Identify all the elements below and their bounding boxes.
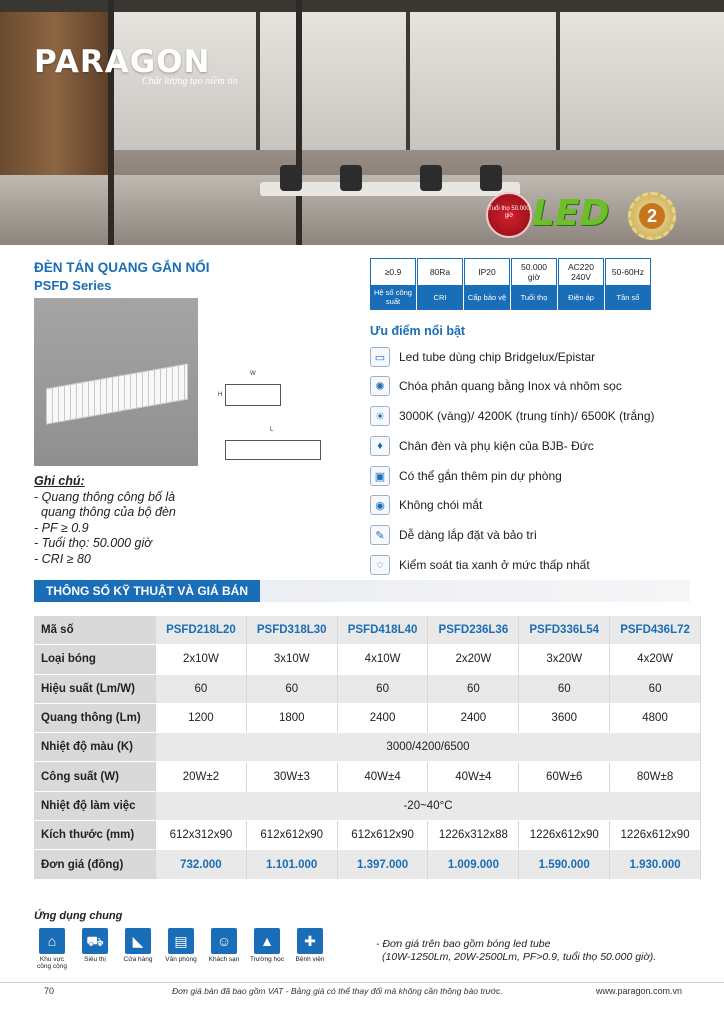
spec-value: 80Ra — [429, 267, 451, 277]
table-cell: 40W±4 — [428, 762, 519, 791]
eye-icon: ◉ — [370, 495, 390, 515]
workspace-icon: ⌂ — [39, 928, 65, 954]
price-cell: 732.000 — [156, 850, 247, 879]
warranty-years: 2 — [639, 203, 665, 229]
spec-value: IP20 — [478, 267, 496, 277]
spec-value: AC220 240V — [568, 262, 594, 282]
product-photo — [34, 298, 198, 466]
row-header: Quang thông (Lm) — [34, 704, 156, 733]
spec-box — [464, 258, 510, 310]
advantage-text: Chóa phản quang bằng Inox và nhôm sọc — [399, 379, 622, 393]
dim-label-h: H — [218, 392, 223, 398]
price-cell: 1.397.000 — [338, 850, 429, 879]
row-header: Mã số — [34, 616, 156, 645]
advantage-text: Led tube dùng chip Bridgelux/Epistar — [399, 350, 596, 364]
application-item — [75, 928, 115, 963]
spec-label: Điện áp — [559, 285, 603, 309]
table-cell: 60 — [610, 675, 701, 704]
application-label: Cửa hàng — [123, 956, 153, 963]
table-cell: 1226x312x88 — [428, 821, 519, 850]
blue-light-icon: ◌ — [370, 555, 390, 575]
table-cell: 4x20W — [610, 645, 701, 674]
advantage-item — [370, 435, 710, 457]
receptionist-icon: ☺ — [211, 928, 237, 954]
advantage-item — [370, 465, 710, 487]
model-code: PSFD336L54 — [519, 616, 610, 645]
window-pane — [560, 0, 724, 150]
spec-label: CRI — [418, 285, 462, 309]
spec-label: Hệ số công suất — [371, 285, 415, 309]
model-code: PSFD318L30 — [247, 616, 338, 645]
application-item — [32, 928, 72, 970]
row-header: Nhiệt độ làm việc — [34, 792, 156, 821]
table-row — [34, 675, 701, 704]
spec-value: 50.000 giờ — [521, 262, 547, 282]
table-cell: 60 — [519, 675, 610, 704]
table-cell: 60 — [428, 675, 519, 704]
table-row — [34, 792, 701, 821]
advantage-text: 3000K (vàng)/ 4200K (trung tính)/ 6500K (trắng) — [399, 409, 655, 423]
table-cell: 3x20W — [519, 645, 610, 674]
table-cell: 80W±8 — [610, 762, 701, 791]
led-tube-icon: ▭ — [370, 347, 390, 367]
chair — [280, 165, 302, 191]
spec-box — [370, 258, 416, 310]
spec-box — [558, 258, 604, 310]
cart-icon: ⛟ — [82, 928, 108, 954]
dimension-drawing-front — [225, 384, 281, 406]
table-row — [34, 645, 701, 674]
advantage-text: Kiểm soát tia xanh ở mức thấp nhất — [399, 558, 590, 572]
note-line: - Quang thông công bố là — [34, 489, 176, 504]
application-label: Bệnh viện — [295, 956, 325, 963]
shoe-icon: ◣ — [125, 928, 151, 954]
table-cell: 60 — [338, 675, 429, 704]
spec-box — [605, 258, 651, 310]
computer-icon: ▤ — [168, 928, 194, 954]
advantage-item — [370, 524, 710, 546]
table-cell: 1800 — [247, 704, 338, 733]
application-item — [247, 928, 287, 963]
price-footnote — [376, 938, 656, 964]
footnote-line: (10W-1250Lm, 20W-2500Lm, PF>0.9, tuổi thọ 50.000 giờ). — [382, 951, 657, 963]
glass-frame — [108, 0, 114, 245]
advantage-text: Không chói mắt — [399, 498, 483, 512]
model-code: PSFD236L36 — [428, 616, 519, 645]
application-label: Văn phòng — [165, 956, 197, 963]
row-header: Công suất (W) — [34, 762, 156, 791]
model-code: PSFD218L20 — [156, 616, 247, 645]
row-header: Đơn giá (đồng) — [34, 850, 156, 879]
note-line: quang thông của bộ đèn — [41, 505, 176, 519]
row-header: Hiệu suất (Lm/W) — [34, 675, 156, 704]
product-title: ĐÈN TÁN QUANG GẮN NỔI — [34, 260, 210, 275]
notes-heading: Ghi chú: — [34, 474, 85, 488]
warranty-badge — [628, 192, 676, 240]
spec-value: ≥0.9 — [384, 267, 402, 277]
spec-label: Cấp bảo vệ — [465, 285, 509, 309]
graduation-icon: ▲ — [254, 928, 280, 954]
application-item — [204, 928, 244, 963]
dim-label-w: W — [250, 371, 256, 377]
advantage-text: Dễ dàng lắp đặt và bảo trì — [399, 528, 538, 542]
table-cell-merged: 3000/4200/6500 — [156, 733, 701, 762]
price-cell: 1.101.000 — [247, 850, 338, 879]
application-label: Khách sạn — [208, 956, 240, 963]
table-cell-merged: -20~40°C — [156, 792, 701, 821]
dimension-drawing-side — [225, 440, 321, 460]
row-header: Nhiệt độ màu (K) — [34, 733, 156, 762]
chair — [480, 165, 502, 191]
table-cell: 40W±4 — [338, 762, 429, 791]
brand-logo: PARAGON — [34, 44, 211, 80]
table-row — [34, 704, 701, 733]
spec-price-table — [34, 616, 701, 880]
advantages-title: Ưu điểm nổi bật — [370, 324, 466, 338]
footnote-line: - Đơn giá trên bao gồm bóng led tube — [376, 938, 551, 950]
table-cell: 4x10W — [338, 645, 429, 674]
product-series: PSFD Series — [34, 278, 112, 293]
table-cell: 2400 — [428, 704, 519, 733]
row-header: Kích thước (mm) — [34, 821, 156, 850]
table-cell: 60 — [247, 675, 338, 704]
led-logo: LED — [532, 193, 610, 234]
application-label: Trường học — [249, 956, 285, 963]
table-row — [34, 762, 701, 791]
glass-frame — [296, 0, 302, 245]
table-row — [34, 616, 701, 645]
hero-banner — [0, 0, 724, 245]
application-item — [161, 928, 201, 963]
table-cell: 612x312x90 — [156, 821, 247, 850]
price-cell: 1.009.000 — [428, 850, 519, 879]
advantage-item — [370, 375, 710, 397]
note-line: - PF ≥ 0.9 — [34, 520, 89, 535]
spec-boxes — [370, 258, 652, 310]
lifetime-badge: Tuổi thọ 50.000 giờ — [486, 192, 532, 238]
row-header: Loại bóng — [34, 645, 156, 674]
brand-slogan: Chất lượng tạo niềm tin — [142, 76, 238, 87]
spec-value: 50-60Hz — [611, 267, 645, 277]
chair — [340, 165, 362, 191]
model-code: PSFD436L72 — [610, 616, 701, 645]
table-cell: 1226x612x90 — [519, 821, 610, 850]
table-cell: 612x612x90 — [247, 821, 338, 850]
table-row — [34, 850, 701, 879]
application-item — [290, 928, 330, 963]
advantage-text: Chân đèn và phụ kiện của BJB- Đức — [399, 439, 594, 453]
note-line: - Tuổi thọ: 50.000 giờ — [34, 536, 152, 550]
table-row — [34, 821, 701, 850]
application-label: Siêu thị — [84, 956, 106, 963]
spec-label: Tuổi thọ — [512, 285, 556, 309]
price-cell: 1.590.000 — [519, 850, 610, 879]
table-cell: 4800 — [610, 704, 701, 733]
table-cell: 2x10W — [156, 645, 247, 674]
table-cell: 3600 — [519, 704, 610, 733]
color-temp-icon: ☀ — [370, 406, 390, 426]
table-cell: 612x612x90 — [338, 821, 429, 850]
table-cell: 2x20W — [428, 645, 519, 674]
window-pane — [410, 0, 560, 150]
applications-title: Ứng dụng chung — [34, 910, 123, 922]
tools-icon: ✎ — [370, 525, 390, 545]
page-number: 70 — [44, 986, 55, 996]
advantage-item — [370, 554, 710, 576]
application-label: Khu vực công cộng — [37, 956, 67, 970]
table-cell: 3x10W — [247, 645, 338, 674]
footer-note: Đơn giá bán đã bao gồm VAT - Bảng giá có thể thay đổi mà không cần thông báo trước. — [172, 986, 503, 996]
price-cell: 1.930.000 — [610, 850, 701, 879]
spec-label: Tần số — [606, 285, 650, 309]
section-title: THÔNG SỐ KỸ THUẬT VÀ GIÁ BÁN — [34, 580, 260, 602]
advantage-item — [370, 494, 710, 516]
table-cell: 20W±2 — [156, 762, 247, 791]
advantage-item — [370, 346, 710, 368]
table-row — [34, 733, 701, 762]
notes — [34, 474, 176, 567]
table-cell: 1200 — [156, 704, 247, 733]
chair — [420, 165, 442, 191]
website-link[interactable]: www.paragon.com.vn — [596, 986, 683, 996]
fixture-image — [46, 363, 188, 424]
table-cell: 1226x612x90 — [610, 821, 701, 850]
application-item — [118, 928, 158, 963]
diamond-icon: ♦ — [370, 436, 390, 456]
dim-label-l: L — [270, 427, 274, 433]
advantage-item — [370, 405, 710, 427]
note-line: - CRI ≥ 80 — [34, 551, 91, 566]
spec-box — [417, 258, 463, 310]
spec-box — [511, 258, 557, 310]
advantage-text: Có thể gắn thêm pin dự phòng — [399, 469, 562, 483]
reflector-icon: ✺ — [370, 376, 390, 396]
table-cell: 60W±6 — [519, 762, 610, 791]
hospital-icon: ✚ — [297, 928, 323, 954]
table-cell: 60 — [156, 675, 247, 704]
battery-icon: ▣ — [370, 466, 390, 486]
table-cell: 30W±3 — [247, 762, 338, 791]
table-cell: 2400 — [338, 704, 429, 733]
window-pane — [260, 0, 410, 150]
model-code: PSFD418L40 — [338, 616, 429, 645]
